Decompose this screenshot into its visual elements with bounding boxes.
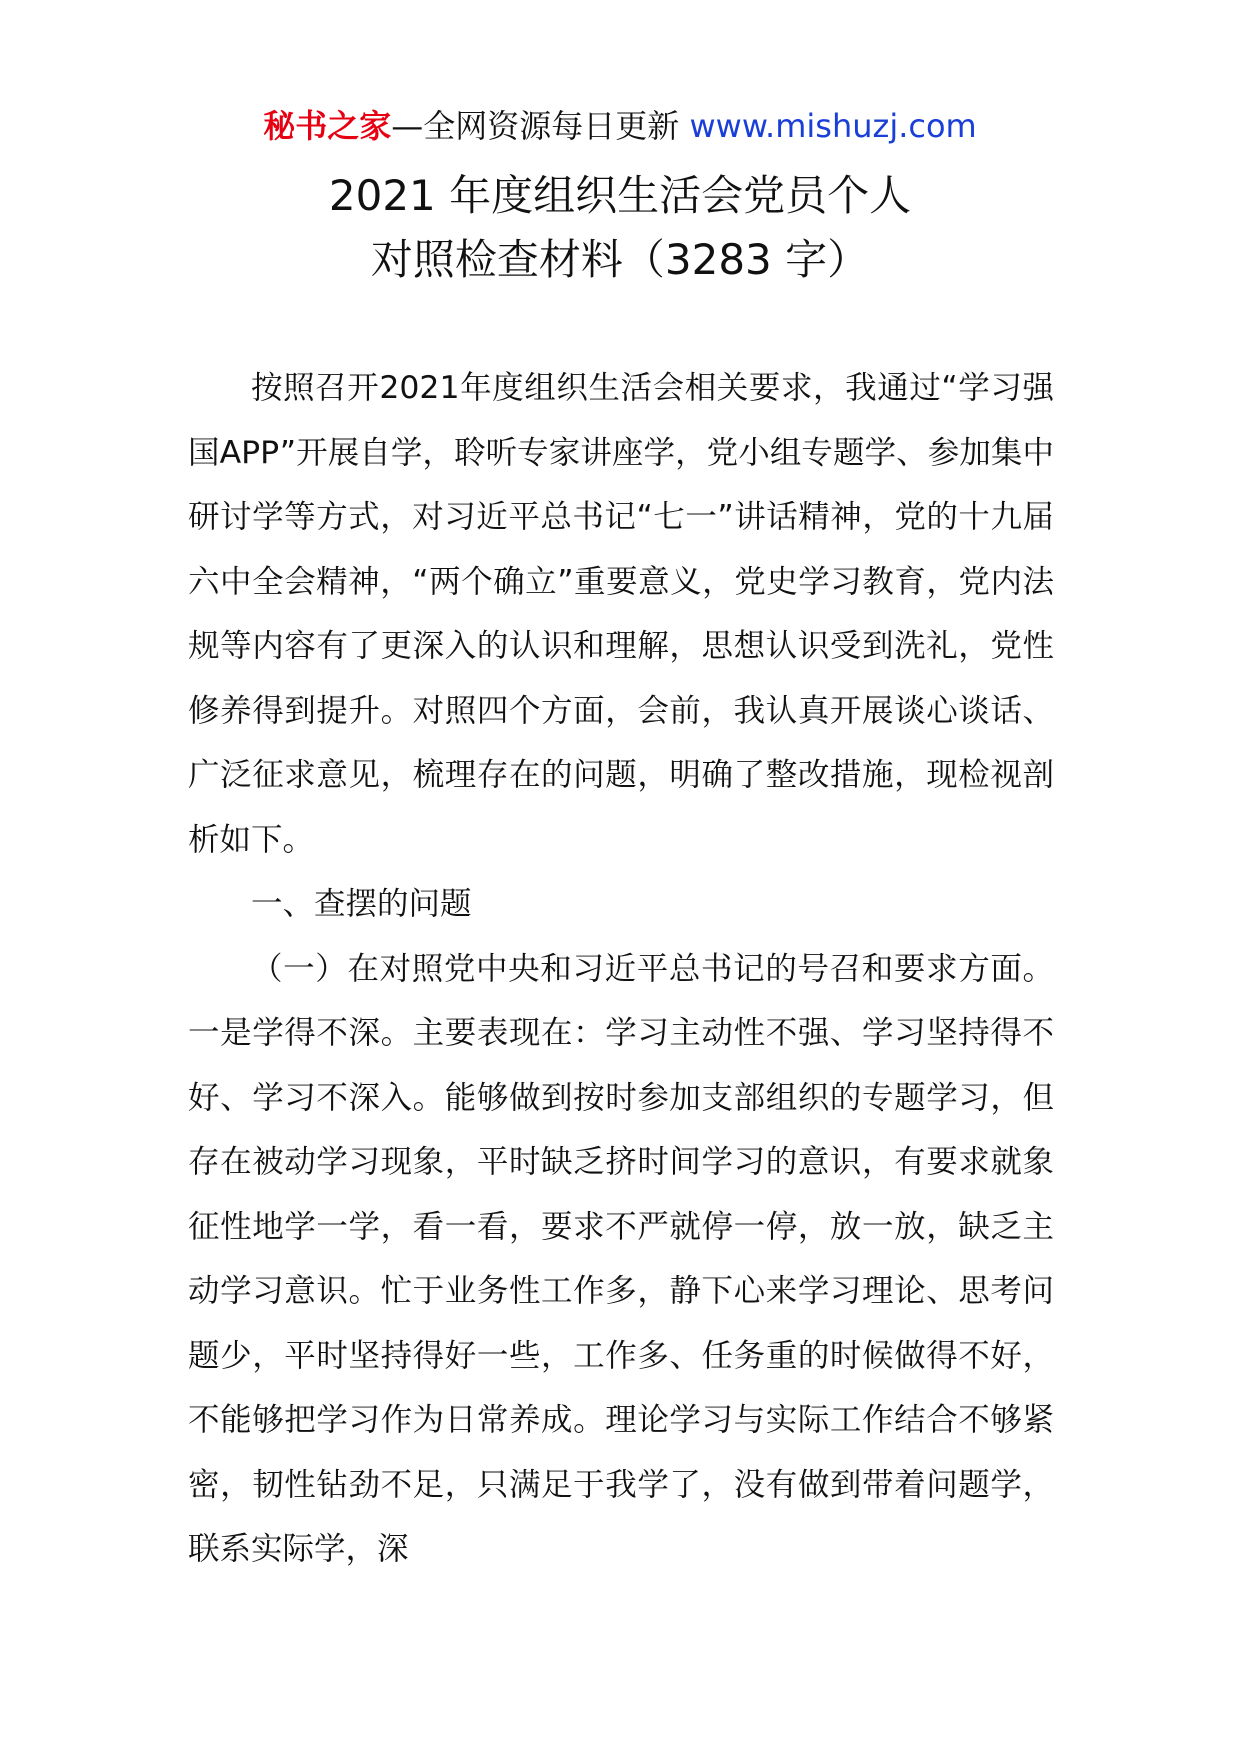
document-title-line-1: 2021 年度组织生活会党员个人: [328, 171, 912, 220]
site-brand: 秘书之家: [263, 107, 392, 145]
document-title-line-2: 对照检查材料（3283 字）: [370, 235, 870, 284]
section-heading: 一、查摆的问题: [251, 886, 472, 922]
site-slogan: —全网资源每日更新: [391, 107, 690, 145]
body-paragraph: （一）在对照党中央和习近平总书记的号召和要求方面。一是学得不深。主要表现在：学习主动性不强、学习坚持得不好、学习不深入。能够做到按时参加支部组织的专题学习，但存在被动学习现象，平时缺乏挤时间学习的意识，有要求就象征性地学一学，看一看，要求不严就停一停，放一放，缺乏主动学习意识。忙于业务性工作多，静下心来学习理论、思考问题少，平时坚持得好一些，工作多、任务重的时候做得不好，不能够把学习作为日常养成。理论学习与实际工作结合不够紧密，韧性钻劲不足，只满足于我学了，没有做到带着问题学，联系实际学，深: [188, 950, 1054, 1567]
site-header: [0, 104, 1240, 148]
document-body: [188, 356, 1054, 1582]
site-url-link[interactable]: www.mishuzj.com: [689, 107, 977, 145]
intro-paragraph: 按照召开2021年度组织生活会相关要求，我通过“学习强国APP”开展自学，聆听专家讲座学，党小组专题学、参加集中研讨学等方式，对习近平总书记“七一”讲话精神，党的十九届六中全会精神，“两个确立”重要意义，党史学习教育，党内法规等内容有了更深入的认识和理解，思想认识受到洗礼，党性修养得到提升。对照四个方面，会前，我认真开展谈心谈话、广泛征求意见，梳理存在的问题，明确了整改措施，现检视剖析如下。: [188, 370, 1054, 858]
